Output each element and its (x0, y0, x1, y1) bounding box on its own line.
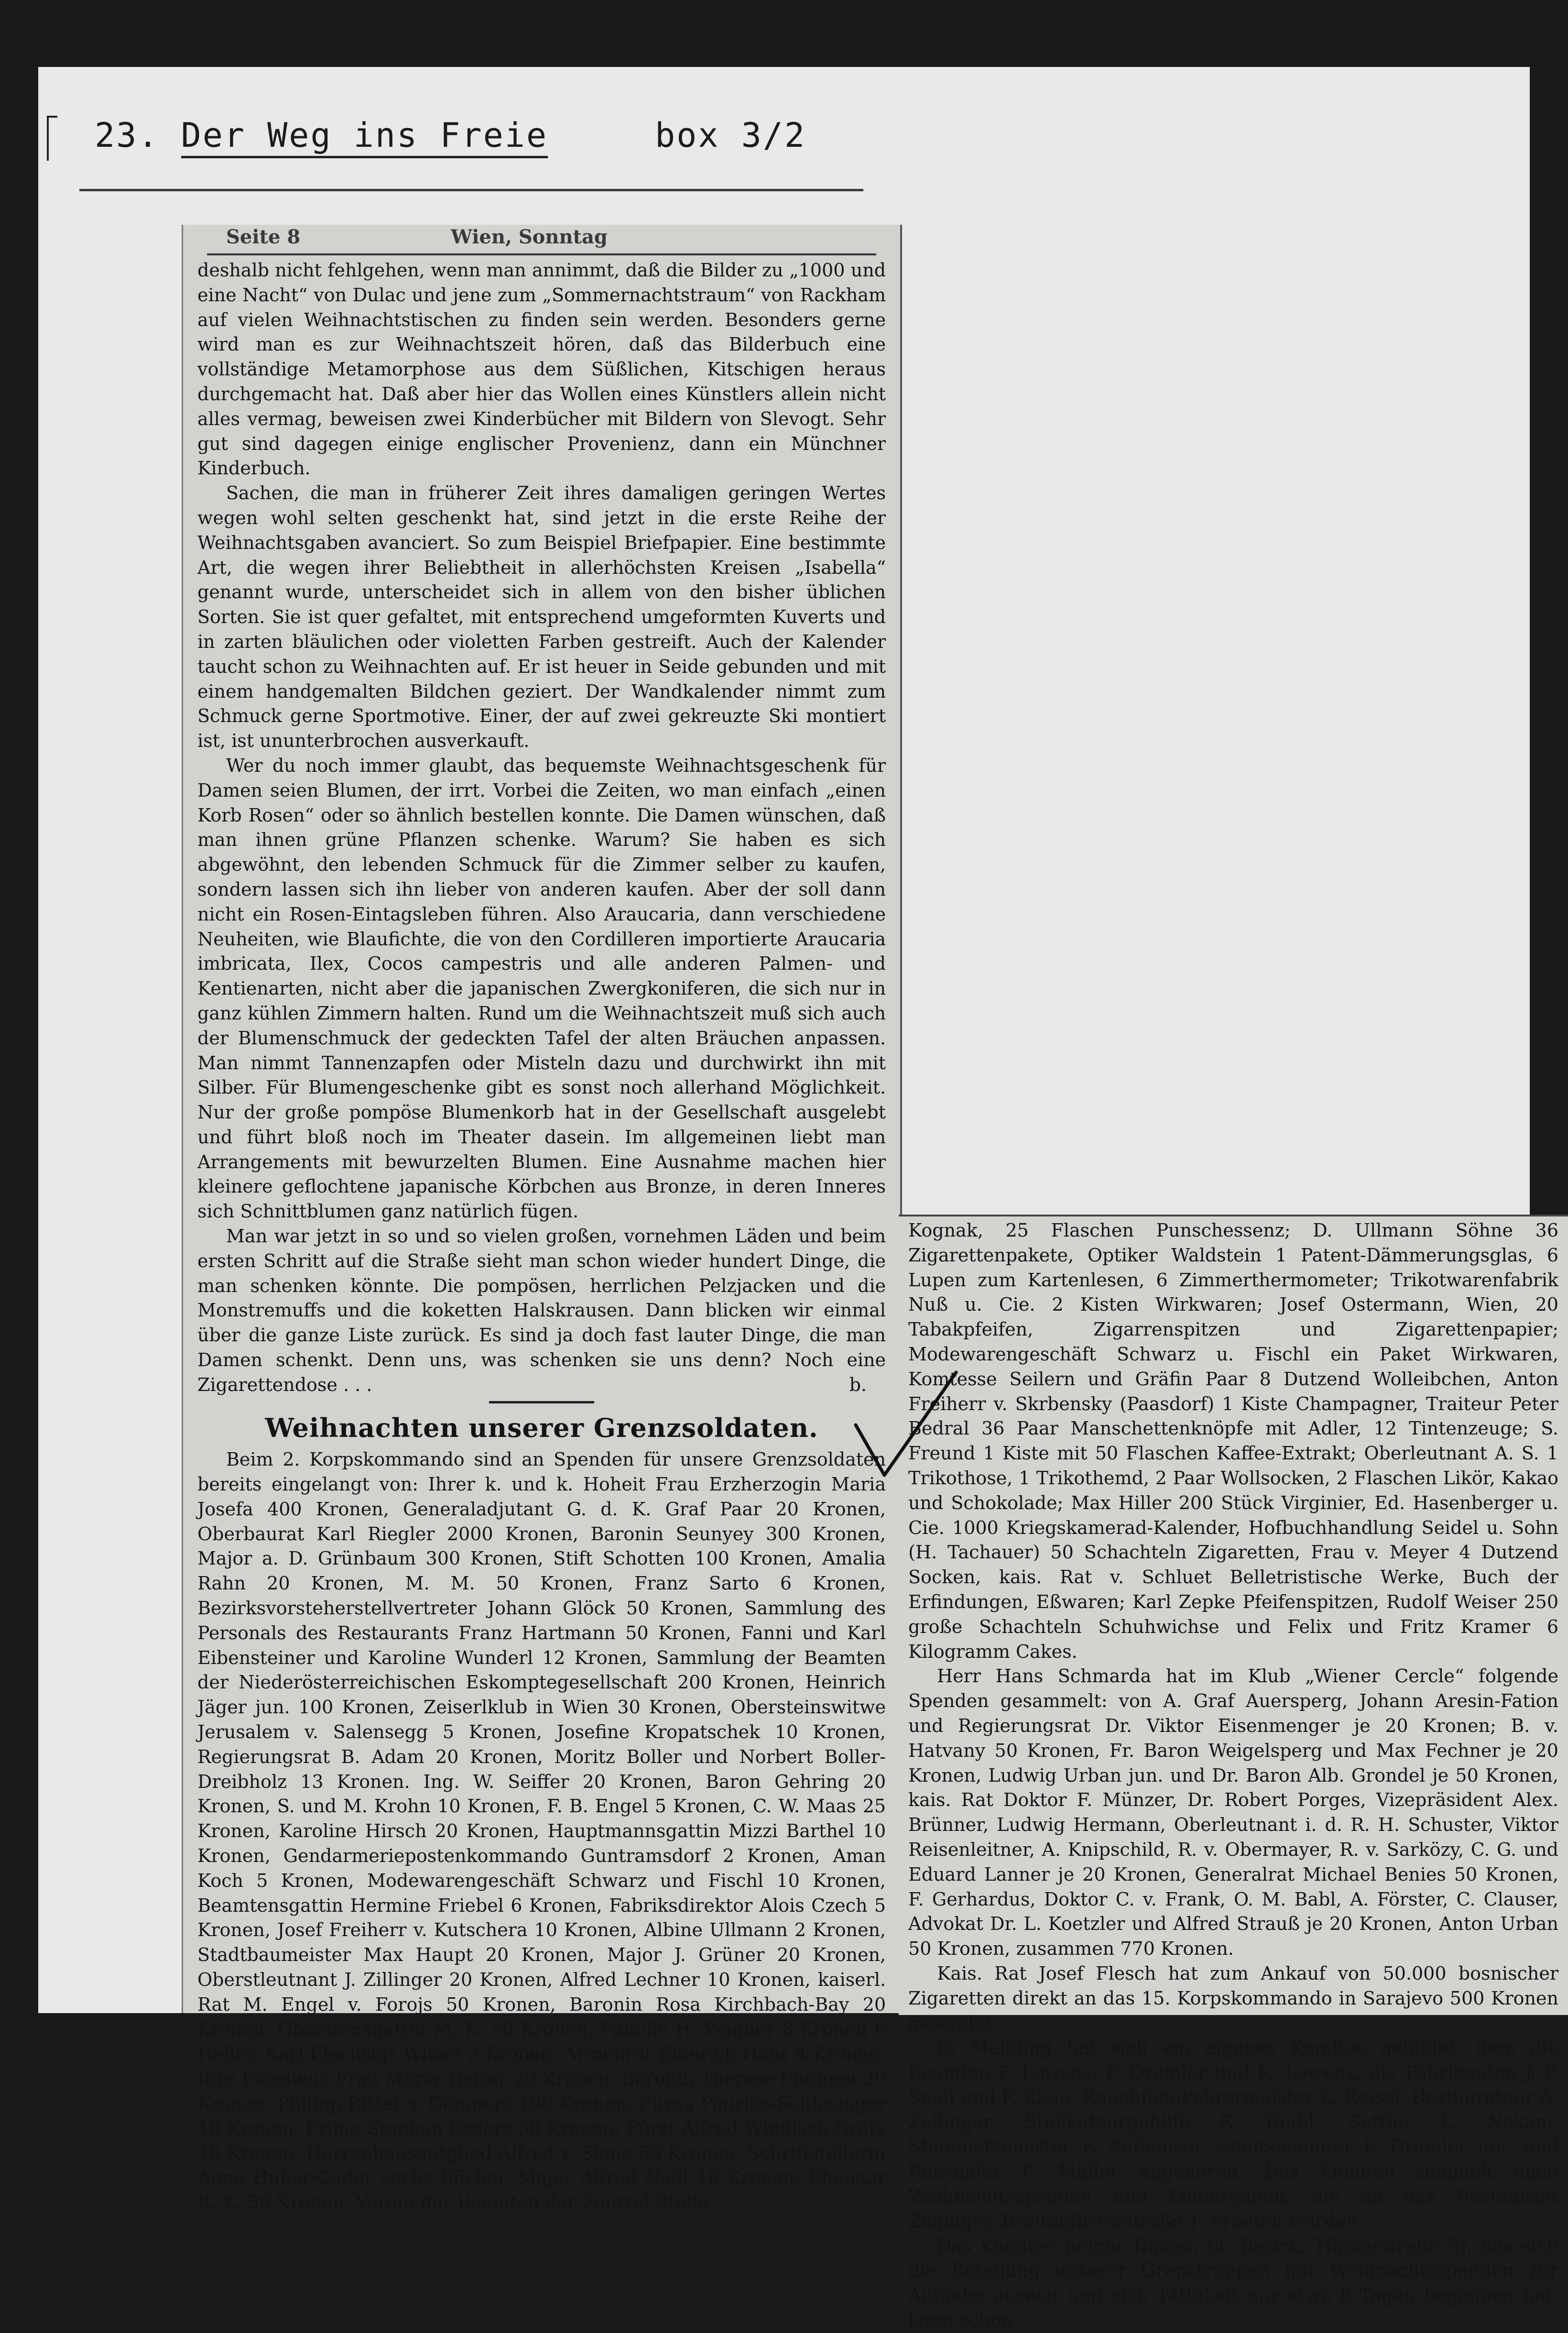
newspaper-clipping-right (899, 1215, 1568, 2331)
box-label: box 3/2 (655, 116, 806, 155)
paragraph: Sachen, die man in früherer Zeit ihres damaligen geringen Wertes wegen wohl selten geschenkt hat, sind jetzt in die erste Reihe der Weihnachtsgaben avanciert. So zum Beispiel Briefpapier. Eine bestimmte Art, die wegen ihrer Beliebtheit in allerhöchsten Kreisen „Isabella“ genannt wurde, unterscheidet sich in allem von den bisher üblichen Sorten. Sie ist quer gefaltet, mit entsprechend umgeformten Kuverts und in zarten bläulichen oder violetten Farben gestreift. Auch der Kalender taucht schon zu Weihnachten auf. Er ist heuer in Seide gebunden und mit einem handgemalten Bildchen geziert. Der Wandkalender nimmt zum Schmuck gerne Sportmotive. Einer, der auf zwei gekreuzte Ski montiert ist, ist ununterbrochen ausverkauft. (197, 482, 886, 752)
author-signature: b. (849, 1374, 867, 1395)
archive-sheet (38, 67, 1558, 2331)
article-headline: Weihnachten unserer Grenzsoldaten. (265, 1413, 818, 1444)
newspaper-clipping-left (182, 225, 902, 2213)
paragraph: Kais. Rat Josef Flesch hat zum Ankauf von 50.000 bosnischer Zigaretten direkt an das 15. Korpskommando in Sarajevo 500 Kronen gesendet. (908, 1962, 1558, 2034)
paragraph: deshalb nicht fehlgehen, wenn man annimmt, daß die Bilder zu „1000 und eine Nacht“ von Dulac und jene zum „Sommernachtstraum“ von Rackham auf vielen Weihnachtstischen zu finden sein werden. Besonders gerne wird man es zur Weihnachtszeit hören, daß das Bilderbuch eine vollständige Metamorphose aus dem Süßlichen, Kitschigen heraus durchgemacht hat. Daß aber hier das Wollen eines Künstlers allein nicht alles vermag, beweisen zwei Kinderbücher mit Bildern von Slevogt. Sehr gut sind dagegen einige englischer Provenienz, dann ein Münchner Kinderbuch. (197, 260, 886, 479)
paragraph: Man war jetzt in so und so vielen großen, vornehmen Läden und beim ersten Schritt auf die Straße sieht man schon wieder hundert Dinge, die man schenken könnte. Die pompösen, herrlichen Pelzjacken und die Monstremuffs und die koketten Halskrausen. Dann blicken wir einmal über die ganze Liste zurück. Es sind ja doch fast lauter Dinge, die man Damen schenkt. Denn uns, was schenken sie uns denn? Noch eine Zigarettendose . . . (197, 1226, 886, 1395)
header-title (95, 116, 548, 155)
article-column-left (197, 258, 886, 2215)
masthead-date: Wien, Sonntag (451, 226, 608, 248)
section-divider (489, 1401, 594, 1403)
page-number: Seite 8 (226, 226, 301, 248)
paragraph: Beim 2. Korpskommando sind an Spenden für unsere Grenzsoldaten bereits eingelangt von: Ihrer k. und k. Hoheit Frau Erzherzogin Maria Josefa 400 Kronen, Generaladjutant G. d. K. Graf Paar 20 Kronen, Oberbaurat Karl Riegler 2000 Kronen, Baronin Seunyey 300 Kronen, Major a. D. Grünbaum 300 Kronen, Stift Schotten 100 Kronen, Amalia Rahn 20 Kronen, M. M. 50 Kronen, Franz Sarto 6 Kronen, Bezirksvorsteherstellvertreter Johann Glöck 50 Kronen, Sammlung des Personals des Restaurants Franz Hartmann 50 Kronen, Fanni und Karl Eibensteiner und Karoline Wunderl 12 Kronen, Sammlung der Beamten der Niederösterreichischen Eskomptegesellschaft 200 Kronen, Heinrich Jäger jun. 100 Kronen, Zeiserlklub in Wien 30 Kronen, Obersteinswitwe Jerusalem v. Salensegg 5 Kronen, Josefine Kropatschek 10 Kronen, Regierungsrat B. Adam 20 Kronen, Moritz Boller und Norbert Boller-Dreibholz 13 Kronen. Ing. W. Seiffer 20 Kronen, Baron Gehring 20 Kronen, S. und M. Krohn 10 Kronen, F. B. Engel 5 Kronen, C. W. Maas 25 Kronen, Karoline Hirsch 20 Kronen, Hauptmannsgattin Mizzi Barthel 10 Kronen, Gendarmeriepostenkommando Guntramsdorf 2 Kronen, Aman Koch 5 Kronen, Modewarengeschäft Schwarz und Fischl 10 Kronen, Beamtensgattin Hermine Friebel 6 Kronen, Fabriksdirektor Alois Czech 5 Kronen, Josef Freiherr v. Kutschera 10 Kronen, Albine Ullmann 2 Kronen, Stadtbaumeister Max Haupt 20 Kronen, Major J. Grüner 20 Kronen, Oberstleutnant J. Zillinger 20 Kronen, Alfred Lechner 10 Kronen, kaiserl. Rat M. Engel v. Forojs 50 Kronen, Baronin Rosa Kirchbach-Bay 20 Kronen, Oberstensgattin M. K. 50 Kronen, Familie H. Wagner 8 Kronen 6 Heller, Karl Flechsigs Witwe 2 Kronen, Armenrat Emerich Haas 4 Kronen, Ihre Exzellenz Frau Maria Tislsar 20 Kronen, Baronin Therese Pfungen 20 Kronen, Philipp Ritter v. Gomperz 100 Kronen, Firma Paprika-Schlesinger 10 Kronen, Frima Stephan Esders 50 Kronen, Fürst Alfred Windisch-Grätz 40 Kronen, Herrenhausmitglied Alfred v. Slene 50 Kronen, Schriftstellerin Anna Huber-Cador sechs Bücher, Major Alfred Nedl 10 Kronen, Ehepaar R. K. 50 Kronen, Verein der Beamten der Zentral-Stelle (197, 1449, 886, 2213)
corner-bracket (47, 116, 57, 161)
clipping-masthead (207, 225, 876, 255)
pencil-checkmark-icon (851, 1368, 961, 1482)
archive-header (38, 86, 827, 196)
header-rule (79, 189, 863, 191)
paragraph: In Meidling hat sich ein eigenes Komitee gebildet, dem die Beamten F. Lowenz, F. Drumler und K. Lowenz, die Fabrikanten J. P. Seidl und F. Klein, Rauchfangkehrermeister K. Reisel, Restaurateur A. Zeilinger, Stukkateurgehilfe F. Täubl, Sattler L. Nekam, Steinmetzmeister F. Aufhauser, Staatsbeamter F. Drumler jun. und Reisender F. Müller angehören. Das Komitee sammelt auch Weihnachtsspenden und Liebesgaben, die an das Restaurant Zeilinger, Breitenfurterstraße 1, erbeten werden. (908, 2037, 1558, 2232)
paragraph: Wer du noch immer glaubt, das bequemste Weihnachtsgeschenk für Damen seien Blumen, der irrt. Vorbei die Zeiten, wo man einfach „einen Korb Rosen“ oder so ähnlich bestellen konnte. Die Damen wünschen, daß man ihnen grüne Pflanzen schenke. Warum? Sie haben es sich abgewöhnt, den lebenden Schmuck für die Zimmer selber zu kaufen, sondern lassen sich ihn lieber von anderen kaufen. Aber der soll dann nicht ein Rosen-Eintagsleben führen. Also Araucaria, dann verschiedene Neuheiten, wie Blaufichte, die von den Cordilleren importierte Araucaria imbricata, Ilex, Cocos campestris und alle anderen Palmen- und Kentienarten, nicht aber die japanischen Zwergkoniferen, die sich nur in ganz kühlen Zimmern halten. Rund um die Weihnachtszeit muß sich auch der Blumenschmuck der gedeckten Tafel der alten Bräuchen anpassen. Man nimmt Tannenzapfen oder Misteln dazu und durchwirkt ihn mit Silber. Für Blumengeschenke gibt es sonst noch allerhand Möglichkeit. Nur der große pompöse Blumenkorb hat in der Gesellschaft ausgelebt und führt bloß noch im Theater dasein. Im allgemeinen liebt man Arrangements mit bewurzelten Blumen. Eine Ausnahme machen hier kleinere geflochtene japanische Körbchen aus Bronze, in deren Inneres sich Schnittblumen ganz natürlich fügen. (197, 755, 886, 1222)
item-number: 23. (95, 116, 160, 155)
paragraph: Herr Hans Schmarda hat im Klub „Wiener Cercle“ folgende Spenden gesammelt: von A. Graf Auersperg, Johann Aresin-Fation und Regierungsrat Dr. Viktor Eisenmenger je 20 Kronen; B. v. Hatvany 50 Kronen, Fr. Baron Weigelsperg und Max Fechner je 20 Kronen, Ludwig Urban jun. und Dr. Baron Alb. Grondel je 50 Kronen, kais. Rat Doktor F. Münzer, Dr. Robert Porges, Vizepräsident Alex. Brünner, Ludwig Hermann, Oberleutnant i. d. R. H. Schuster, Viktor Reisenleitner, A. Knipschild, R. v. Obermayer, R. v. Sarközy, C. G. und Eduard Lanner je 20 Kronen, Generalrat Michael Benies 50 Kronen, F. Gerhardus, Doktor C. v. Frank, O. M. Babl, A. Förster, C. Clauser, Advokat Dr. L. Koetzler und Alfred Strauß je 20 Kronen, Anton Urban 50 Kronen, zusammen 770 Kronen. (908, 1665, 1558, 1960)
article-column-right (908, 1218, 1558, 2333)
paragraph: Kognak, 25 Flaschen Punschessenz; D. Ullmann Söhne 36 Zigarettenpakete, Optiker Waldstein 1 Patent-Dämmerungsglas, 6 Lupen zum Kartenlesen, 6 Zimmerthermometer; Trikotwarenfabrik Nuß u. Cie. 2 Kisten Wirkwaren; Josef Ostermann, Wien, 20 Tabakpfeifen, Zigarrenspitzen und Zigarettenpapier; Modewarengeschäft Schwarz u. Fischl ein Paket Wirkwaren, Komtesse Seilern und Gräfin Paar 8 Dutzend Wolleibchen, Anton Freiherr v. Skrbensky (Paasdorf) 1 Kiste Champagner, Traiteur Peter Bedral 36 Paar Manschettenknöpfe mit Adler, 12 Tintenzeuge; S. Freund 1 Kiste mit 50 Flaschen Kaffee-Extrakt; Oberleutnant A. S. 1 Trikothose, 1 Trikothemd, 2 Paar Wollsocken, 2 Flaschen Likör, Kakao und Schokolade; Max Hiller 200 Stück Virginier, Ed. Hasenberger u. Cie. 1000 Kriegskamerad-Kalender, Hofbuchhandlung Seidel u. Sohn (H. Tachauer) 50 Schachteln Zigaretten, Frau v. Meyer 4 Dutzend Socken, kais. Rat v. Schluet Belletristische Werke, Buch der Erfindungen, Eßwaren; Karl Zepke Pfeifenspitzen, Rudolf Weiser 250 große Schachteln Schuhwichse und Felix und Fritz Kramer 6 Kilogramm Cakes. (908, 1220, 1558, 1662)
paragraph: Das Komitee junger Damen (4. Bezirk, Tilgnerstraße 5), das sich die Beteilung unserer Grenztruppen mit Weihnachtsspenden zur Aufgabe gesetzt und sich Tätigkeit nur etwa 8 Tagen begonnen hat, kann schon (908, 2235, 1558, 2331)
work-title: Der Weg ins Freie (181, 116, 548, 158)
